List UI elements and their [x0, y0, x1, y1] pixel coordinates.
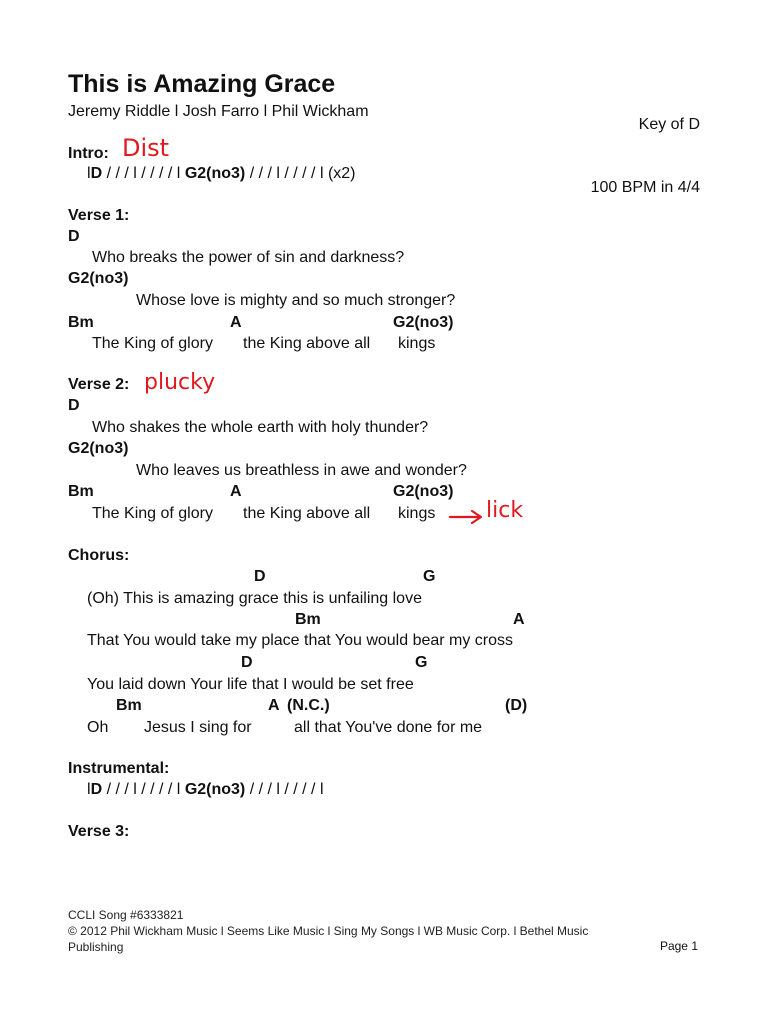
verse1-chord-g2-end: G2(no3)	[393, 314, 454, 331]
verse1-lyric-3c: kings	[398, 335, 436, 352]
ccli-number: CCLI Song #6333821	[68, 908, 184, 922]
verse2-lyric-2: Who leaves us breathless in awe and wonder?	[136, 462, 467, 479]
verse3-label: Verse 3:	[68, 823, 130, 840]
song-key: Key of D	[638, 116, 700, 133]
instrumental-beats-2: / / / l / / / / l	[245, 781, 324, 798]
instrumental-progression	[87, 781, 324, 799]
verse2-chord-a: A	[230, 483, 242, 500]
verse1-chord-bm: Bm	[68, 314, 94, 331]
verse1-chord-d: D	[68, 228, 80, 245]
intro-label: Intro:	[68, 145, 109, 162]
verse2-chord-bm: Bm	[68, 483, 94, 500]
chorus-label: Chorus:	[68, 547, 130, 564]
copyright-line-2: Publishing	[68, 940, 124, 954]
verse2-handwritten-note-lick: lick	[486, 498, 524, 523]
chorus-lyric-4a: Oh	[87, 719, 109, 736]
verse2-lyric-3c: kings	[398, 505, 436, 522]
chorus-chord-g-1: G	[423, 568, 436, 585]
verse2-lyric-1: Who shakes the whole earth with holy thunder?	[92, 419, 429, 436]
intro-beats-2: / / / l / / / / l (x2)	[245, 165, 356, 182]
chorus-lyric-4b: Jesus I sing for	[144, 719, 252, 736]
song-tempo: 100 BPM in 4/4	[590, 179, 700, 196]
intro-chord-g2: G2(no3)	[184, 165, 246, 182]
chorus-chord-a-2: A	[268, 697, 280, 714]
song-key-tempo	[591, 72, 700, 240]
instrumental-chord-d: D	[90, 781, 103, 798]
intro-bar-open: l	[87, 165, 91, 182]
chorus-lyric-4c: all that You've done for me	[294, 719, 483, 736]
instrumental-chord-g2: G2(no3)	[184, 781, 246, 798]
intro-beats-1: / / / l / / / / l	[102, 165, 185, 182]
chorus-lyric-2: That You would take my place that You would bear my cross	[87, 632, 514, 649]
chorus-chord-d-2: D	[241, 654, 253, 671]
instrumental-bar-open: l	[87, 781, 91, 798]
verse1-lyric-2: Whose love is mighty and so much stronger?	[136, 292, 456, 309]
chorus-chord-g-2: G	[415, 654, 428, 671]
verse1-chord-a: A	[230, 314, 242, 331]
handwritten-arrow-icon	[448, 508, 484, 526]
instrumental-beats-1: / / / l / / / / l	[102, 781, 185, 798]
copyright-line-1: © 2012 Phil Wickham Music l Seems Like Music l Sing My Songs l WB Music Corp. l Bethel Music	[68, 924, 589, 938]
instrumental-label: Instrumental:	[68, 760, 170, 777]
chorus-lyric-3: You laid down Your life that I would be set free	[87, 676, 414, 693]
intro-chord-d: D	[90, 165, 103, 182]
chorus-lyric-1: (Oh) This is amazing grace this is unfailing love	[87, 590, 422, 607]
verse1-lyric-3b: the King above all	[243, 335, 371, 352]
chorus-chord-a-1: A	[513, 611, 525, 628]
verse2-lyric-3b: the King above all	[243, 505, 371, 522]
song-authors: Jeremy Riddle l Josh Farro l Phil Wickham	[68, 103, 369, 120]
verse1-label: Verse 1:	[68, 207, 130, 224]
song-title: This is Amazing Grace	[68, 70, 336, 98]
chorus-chord-d-1: D	[254, 568, 266, 585]
verse2-chord-g2: G2(no3)	[68, 440, 129, 457]
intro-progression	[87, 165, 356, 183]
chorus-chord-d-paren: (D)	[505, 697, 528, 714]
verse2-chord-d: D	[68, 397, 80, 414]
verse2-lyric-3a: The King of glory	[92, 505, 213, 522]
verse1-chord-g2: G2(no3)	[68, 270, 129, 287]
verse2-label: Verse 2:	[68, 376, 130, 393]
verse2-handwritten-note: plucky	[144, 370, 216, 395]
chorus-chord-nc: (N.C.)	[287, 697, 330, 714]
chorus-chord-bm-1: Bm	[295, 611, 321, 628]
verse1-lyric-1: Who breaks the power of sin and darkness?	[92, 249, 405, 266]
page-number: Page 1	[659, 939, 698, 953]
verse1-lyric-3a: The King of glory	[92, 335, 213, 352]
chorus-chord-bm-2: Bm	[116, 697, 142, 714]
intro-handwritten-note: Dist	[122, 134, 170, 162]
verse2-chord-g2-end: G2(no3)	[393, 483, 454, 500]
